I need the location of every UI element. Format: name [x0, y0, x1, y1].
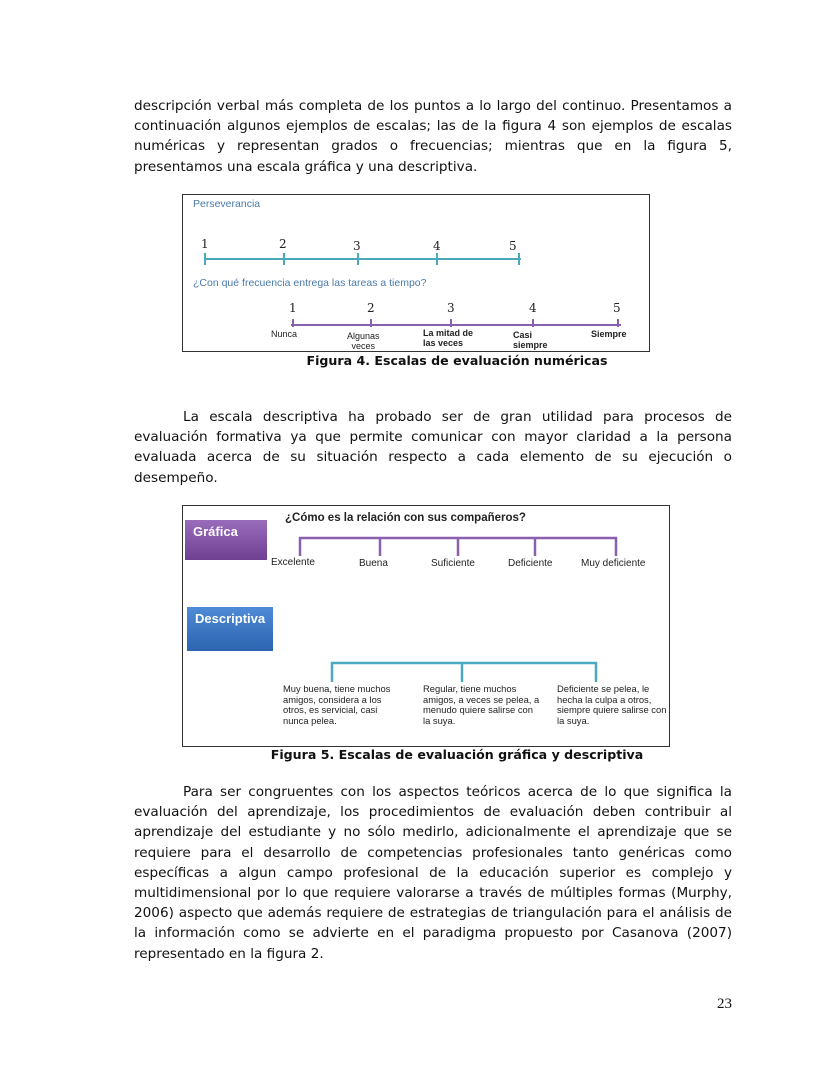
scale1-tick-label: 1 — [201, 237, 209, 251]
grafica-banner: Gráfica — [185, 520, 267, 560]
figure-5-caption: Figura 5. Escalas de evaluación gráfica y descriptiva — [270, 747, 644, 762]
figure-5-question: ¿Cómo es la relación con sus compañeros? — [285, 512, 526, 524]
scale2-label-la-mitad: La mitad de las veces — [423, 328, 474, 348]
scale2-label-algunas-veces: Algunas veces — [347, 331, 380, 351]
scale2-tick-label: 5 — [613, 301, 621, 315]
descriptiva-banner: Descriptiva — [187, 607, 273, 651]
description-muy-buena: Muy buena, tiene muchos amigos, considera a los otros, es servicial, casi nunca pelea. — [283, 683, 391, 726]
grafica-option-muy-deficiente: Muy deficiente — [581, 558, 646, 569]
scale2-tick-label: 3 — [447, 301, 455, 315]
scale-title-perseverancia: Perseverancia — [193, 198, 261, 210]
description-regular: Regular, tiene muchos amigos, a veces se pelea, a menudo quiere salirse con la suya. — [423, 683, 540, 726]
paragraph-intro: descripción verbal más completa de los puntos a lo largo del continuo. Presentamos a continuación algunos ejemplos de escalas; las de la figura 4 son ejemplos de escalas numéricas y representan grados o frecuencias; mientras que en la figura 5, presentamos una escala gráfica y una descriptiva. — [134, 98, 732, 175]
scale2-tick-label: 2 — [367, 301, 375, 315]
figure-4 — [182, 194, 650, 352]
scale1-tick-label: 2 — [279, 237, 287, 251]
scale1-tick-label: 5 — [509, 239, 517, 253]
numeric-scales-svg — [183, 195, 649, 351]
scale1-tick-label: 4 — [433, 239, 441, 253]
grafica-option-deficiente: Deficiente — [508, 558, 553, 569]
grafica-option-excelente: Excelente — [271, 557, 315, 568]
paragraph-congruentes: Para ser congruentes con los aspectos teóricos acerca de lo que significa la evaluación del aprendizaje, los procedimientos de evaluación deben contribuir al aprendizaje del estudiante y no sólo medirlo, adicionalmente el aprendizaje que se requiere para el desarrollo de competencias profesionales tanto genéricas como específicas a algun campo profesional de la educación superior es complejo y multidimensional por lo que requiere valorarse a través de múltiples formas (Murphy, 2006) aspecto que además requiere de estrategias de triangulación para el análisis de la información como se advierte en el paradigma propuesto por Casanova (2007) representado en la figura 2. — [134, 784, 732, 962]
figure-4-caption: Figura 4. Escalas de evaluación numéricas — [306, 353, 608, 368]
paragraph-escala-descriptiva: La escala descriptiva ha probado ser de gran utilidad para procesos de evaluación formativa ya que permite comunicar con mayor claridad a la persona evaluada acerca de su situación respecto a cada elemento de su ejecución o desempeño. — [134, 409, 732, 486]
scale-title-frecuencia: ¿Con qué frecuencia entrega las tareas a tiempo? — [193, 277, 427, 289]
scale2-label-nunca: Nunca — [271, 329, 298, 339]
description-deficiente: Deficiente se pelea, le hecha la culpa a otros, siempre quiere salirse con la suya. — [557, 683, 667, 726]
page-number: 23 — [717, 996, 732, 1012]
grafica-option-suficiente: Suficiente — [431, 558, 475, 569]
scale2-tick-label: 4 — [529, 301, 537, 315]
grafica-option-buena: Buena — [359, 558, 388, 569]
scale1-tick-label: 3 — [353, 239, 361, 253]
figure-5 — [182, 505, 670, 747]
scale2-label-siempre: Siempre — [591, 329, 627, 339]
scale2-label-casi-siempre: Casi siempre — [513, 330, 548, 350]
scale2-tick-label: 1 — [289, 301, 297, 315]
